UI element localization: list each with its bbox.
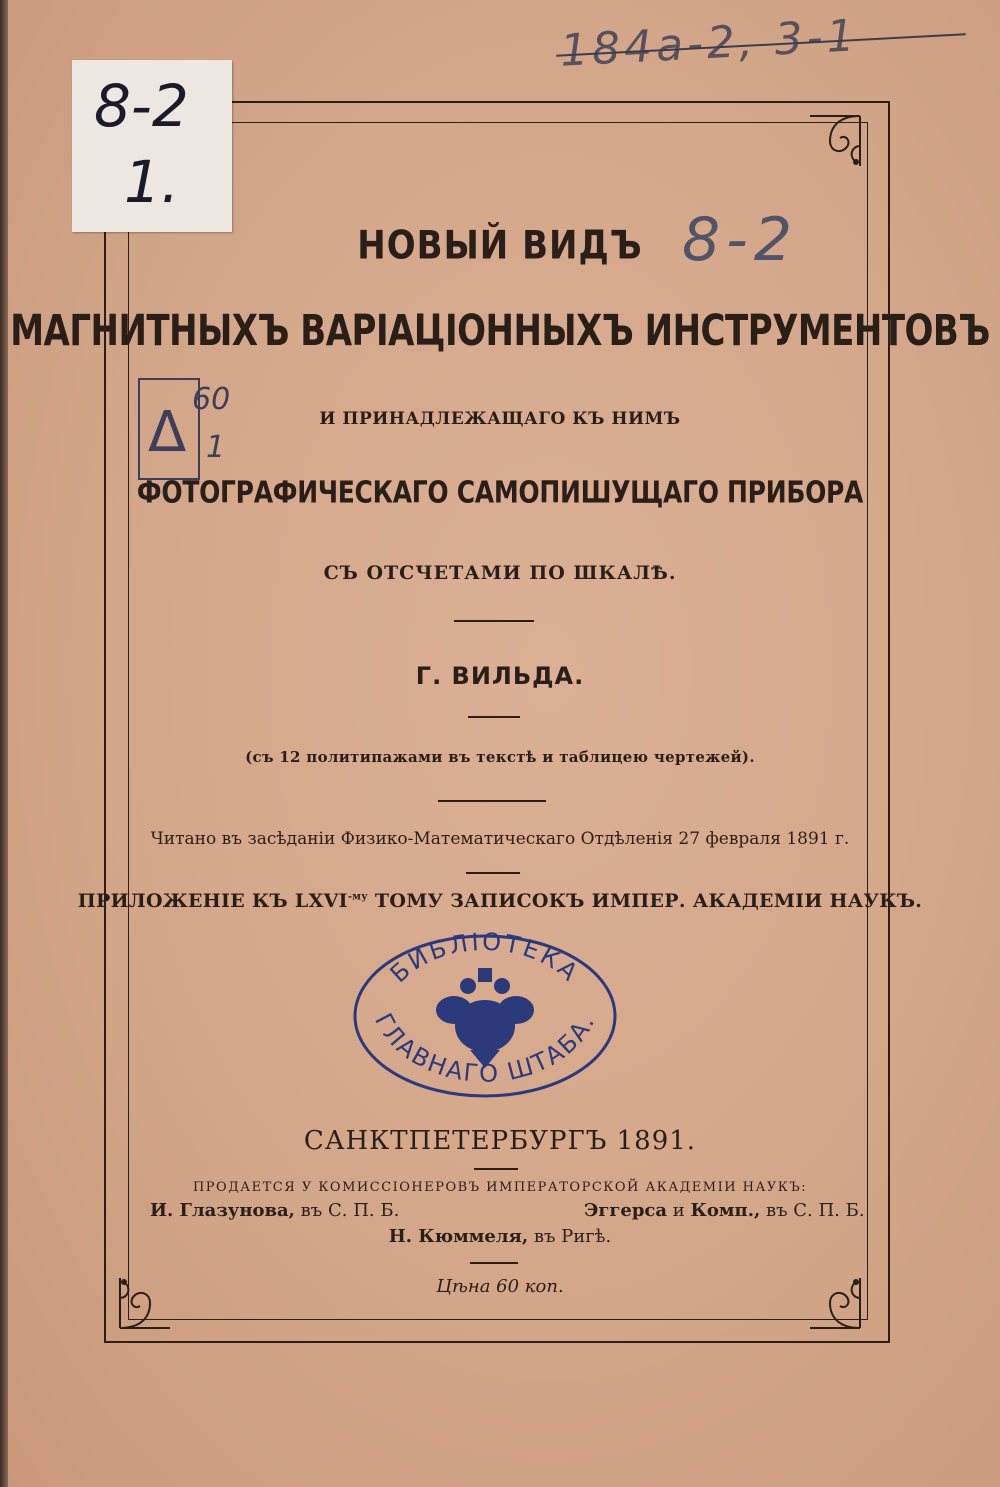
- stamp-top-text: БИБЛІОТЕКА: [384, 930, 586, 989]
- divider-2: [468, 716, 520, 718]
- city-year: САНКТПЕТЕРБУРГЪ 1891.: [303, 1126, 697, 1156]
- title-line-2: МАГНИТНЫХЪ ВАРІАЦІОННЫХЪ ИНСТРУМЕНТОВЪ: [10, 306, 990, 356]
- appendix-text-b: ТОМУ ЗАПИСОКЪ ИМПЕР. АКАДЕМІИ НАУКЪ.: [368, 890, 923, 912]
- slip-copy-number: 1.: [124, 148, 180, 216]
- title-line-4: ФОТОГРАФИЧЕСКАГО САМОПИШУЩАГО ПРИБОРА: [136, 475, 864, 510]
- seller-glazunov: [150, 1200, 399, 1221]
- seller-kummel: [0, 1226, 1000, 1247]
- price: Цѣна 60 коп.: [436, 1276, 564, 1297]
- pencil-denominator: 1: [206, 430, 226, 465]
- divider-3: [438, 800, 546, 802]
- handwritten-crossed-shelfmark: 184a-2, 3-1: [558, 10, 860, 77]
- appendix-note: [0, 890, 1000, 912]
- pencil-box-mark: [138, 378, 200, 480]
- appendix-text-a: ПРИЛОЖЕНІЕ КЪ LXVI: [77, 890, 348, 912]
- title-line-1: НОВЫЙ ВИДЪ: [357, 223, 643, 269]
- divider-4: [466, 872, 520, 874]
- appendix-superscript: -му: [347, 891, 368, 903]
- seller-eggers-and: и: [667, 1200, 691, 1221]
- seller-eggers-name: Эггерса: [584, 1200, 668, 1221]
- illustrations-note: (съ 12 политипажами въ текстѣ и таблицею чертежей).: [245, 748, 755, 766]
- seller-kummel-place: въ Ригѣ.: [528, 1226, 612, 1247]
- seller-kummel-name: Н. Кюммеля,: [388, 1226, 529, 1247]
- handwritten-shelfmark: 8-2: [682, 205, 798, 275]
- double-headed-eagle-icon: [436, 968, 534, 1068]
- sold-by-note: ПРОДАЕТСЯ У КОМИССІОНЕРОВЪ ИМПЕРАТОРСКОЙ АКАДЕМІИ НАУКЪ:: [192, 1180, 808, 1195]
- corner-ornament-top-right: [800, 106, 870, 176]
- library-label-slip: [72, 60, 232, 232]
- divider-5: [474, 1168, 518, 1170]
- seller-eggers-company: Комп.,: [690, 1200, 761, 1221]
- seller-eggers-place: въ С. П. Б.: [760, 1200, 865, 1221]
- library-stamp: [350, 930, 620, 1102]
- pencil-numerator: 60: [192, 382, 231, 417]
- seller-glazunov-name: И. Глазунова,: [150, 1200, 295, 1221]
- stamp-bottom-text: ГЛАВНАГО ШТАБА.: [369, 1008, 601, 1088]
- seller-glazunov-place: въ С. П. Б.: [294, 1200, 400, 1221]
- author: Г. ВИЛЬДА.: [415, 662, 585, 690]
- divider-1: [454, 620, 534, 622]
- title-line-5: СЪ ОТСЧЕТАМИ ПО ШКАЛѢ.: [323, 562, 677, 584]
- seller-eggers: [584, 1200, 865, 1221]
- reading-note: Читано въ засѣданіи Физико-Математическаго Отдѣленія 27 февраля 1891 г.: [150, 829, 850, 849]
- divider-6: [470, 1262, 518, 1264]
- delta-mark: Δ: [148, 400, 187, 465]
- title-line-3: И ПРИНАДЛЕЖАЩАГО КЪ НИМЪ: [319, 409, 681, 429]
- slip-shelf-number: 8-2: [94, 72, 189, 140]
